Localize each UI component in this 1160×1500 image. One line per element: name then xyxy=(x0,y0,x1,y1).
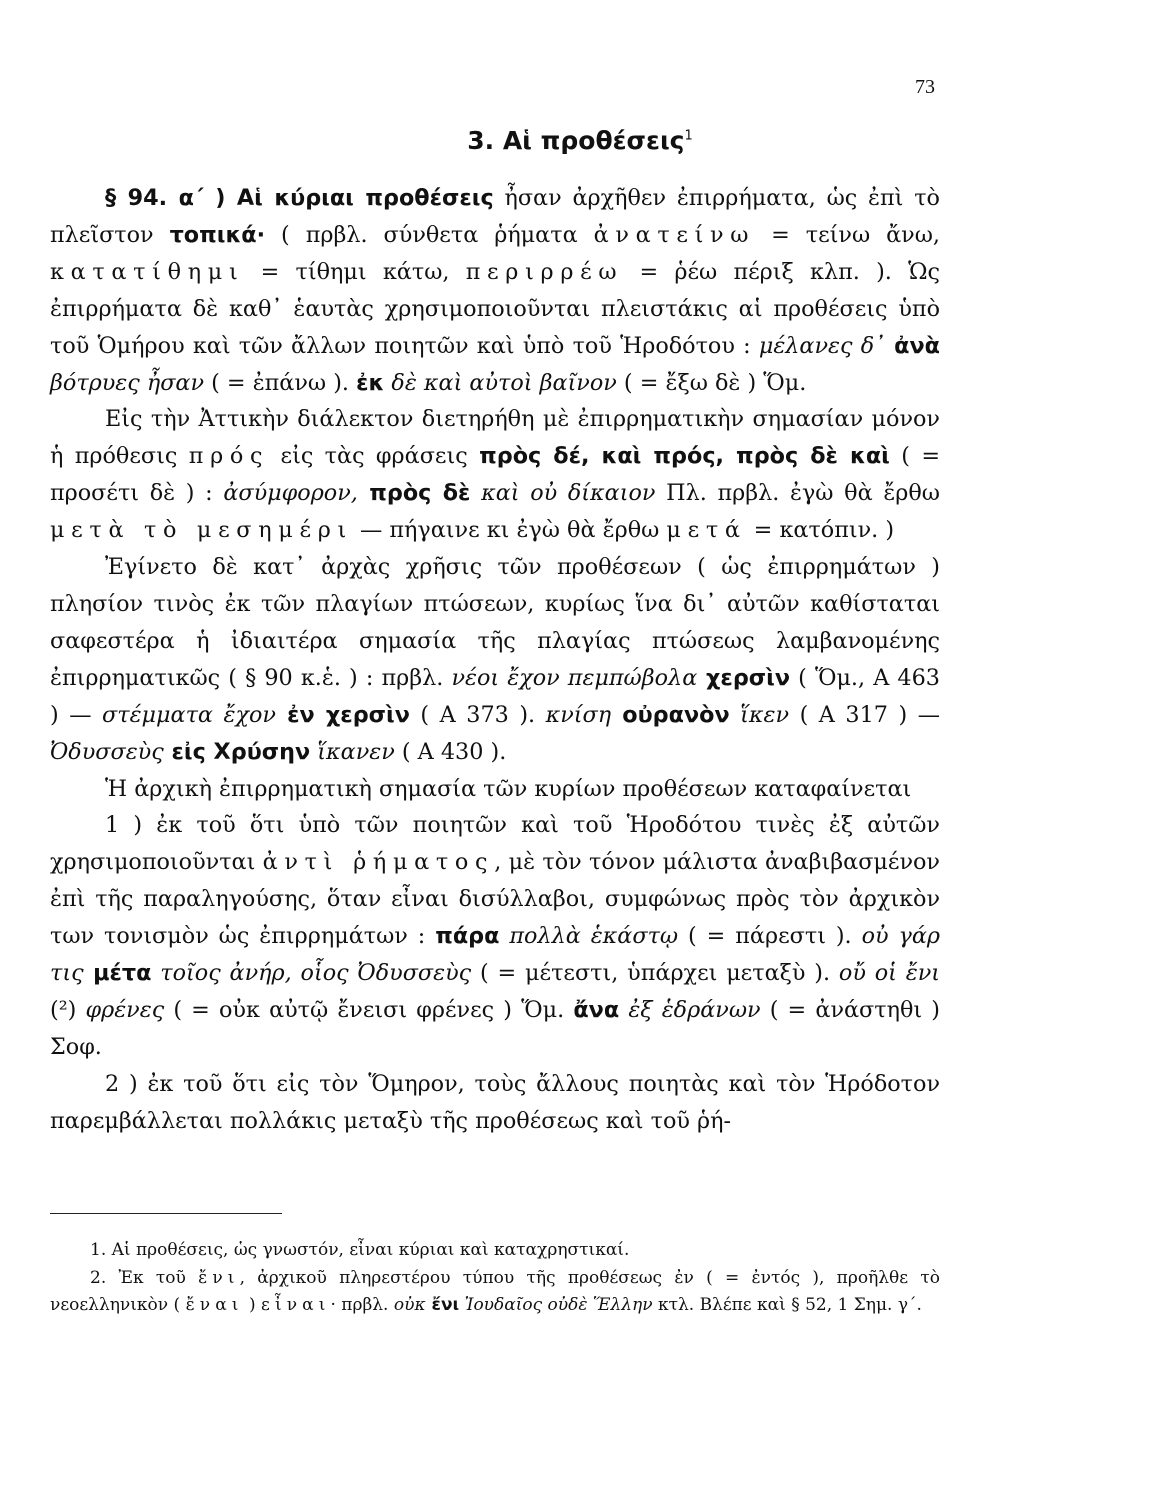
footnote-rule xyxy=(50,1213,282,1214)
paragraph-usage: Ἐγίνετο δὲ κατ᾽ ἀρχὰς χρῆσις τῶν προθέσεων ( ὡς ἐπιρρημάτων ) πλησίον τινὸς ἐκ τῶν πλαγίων πτώσεων, κυρίως ἵνα δι᾽ αὐτῶν καθίσταται σαφεστέρα ἡ ἰδιαιτέρα σημασία τῆς πλαγίας πτώσεως λαμβανομένης ἐπιρρηματικῶς ( § 90 κ.ἑ. ) : πρβλ. νέοι ἔχον πεμπώβολα χερσὶν ( Ὅμ., Α 463 ) — στέμματα ἔχον ἐν χερσὶν ( Α 373 ). κνίση οὐρανὸν ἵκεν ( Α 317 ) — Ὀδυσσεὺς εἰς Χρύσην ἵκανεν ( Α 430 ). xyxy=(50,554,940,765)
section-title xyxy=(0,126,1160,155)
paragraph-point-2: 2 ) ἐκ τοῦ ὅτι εἰς τὸν Ὅμηρον, τοὺς ἄλλους ποιητὰς καὶ τὸν Ἡρόδοτον παρεμβάλλεται πολλάκις μεταξὺ τῆς προθέσεως καὶ τοῦ ῥή- xyxy=(50,1070,940,1134)
footnote-ref: 1 xyxy=(684,128,693,144)
paragraph-94: § 94. α΄ ) Αἱ κύριαι προθέσεις ἦσαν ἀρχῆθεν ἐπιρρήματα, ὡς ἐπὶ τὸ πλεῖστον τοπικά· ( πρβλ. σύνθετα ῥήματα ἀνατείνω = τείνω ἄνω, κατατίθημι = τίθημι κάτω, περιρρέω = ῥέω πέριξ κλπ. ). Ὡς ἐπιρρήματα δὲ καθ᾽ ἑαυτὰς χρησιμοποιοῦνται πλειστάκις αἱ προθέσεις ὑπὸ τοῦ Ὁμήρου καὶ τῶν ἄλλων ποιητῶν καὶ ὑπὸ τοῦ Ἡροδότου : μέλανες δ᾽ ἀνὰ βότρυες ἦσαν ( = ἐπάνω ). ἐκ δὲ καὶ αὐτοὶ βαῖνον ( = ἔξω δὲ ) Ὅμ. xyxy=(50,185,940,396)
body-text xyxy=(50,180,940,1140)
section-number: 3. xyxy=(467,126,495,155)
page-number: 73 xyxy=(915,76,935,98)
section-title-text: Αἱ προθέσεις xyxy=(502,126,685,155)
footnotes xyxy=(50,1237,940,1320)
footnote-2: 2. Ἐκ τοῦ ἔνι, ἀρχικοῦ πληρεστέρου τύπου τῆς προθέσεως ἐν ( = ἐντός ), προῆλθε τὸ νεοελληνικὸν ( ἔναι ) εἶναι· πρβλ. οὐκ ἔνι Ἰουδαῖος οὐδὲ Ἕλλην κτλ. Βλέπε καὶ § 52, 1 Σημ. γ΄. xyxy=(50,1267,940,1315)
paragraph-point-1: 1 ) ἐκ τοῦ ὅτι ὑπὸ τῶν ποιητῶν καὶ τοῦ Ἡροδότου τινὲς ἐξ αὐτῶν χρησιμοποιοῦνται ἀντὶ ῥήματος, μὲ τὸν τόνον μάλιστα ἀναβιβασμένον ἐπὶ τῆς παραληγούσης, ὅταν εἶναι δισύλλαβοι, συμφώνως πρὸς τὸν ἀρχικὸν των τονισμὸν ὡς ἐπιρρημάτων : πάρα πολλὰ ἑκάστῳ ( = πάρεστι ). οὐ γάρ τις μέτα τοῖος ἀνήρ, οἷος Ὀδυσσεὺς ( = μέτεστι, ὑπάρχει μεταξὺ ). οὔ οἱ ἔνι (²) φρένες ( = οὐκ αὐτῷ ἔνεισι φρένες ) Ὅμ. ἄνα ἐξ ἑδράνων ( = ἀνάστηθι ) Σοφ. xyxy=(50,812,940,1060)
paragraph-intro: Ἡ ἀρχικὴ ἐπιρρηματικὴ σημασία τῶν κυρίων προθέσεων καταφαίνεται xyxy=(105,775,912,802)
footnote-1: 1. Αἱ προθέσεις, ὡς γνωστόν, εἶναι κύριαι καὶ καταχρηστικαί. xyxy=(90,1240,630,1260)
paragraph-attic: Εἰς τὴν Ἀττικὴν διάλεκτον διετηρήθη μὲ ἐπιρρηματικὴν σημασίαν μόνον ἡ πρόθεσις πρός εἰς τὰς φράσεις πρὸς δέ, καὶ πρός, πρὸς δὲ καὶ ( = προσέτι δὲ ) : ἀσύμφορον, πρὸς δὲ καὶ οὐ δίκαιον Πλ. πρβλ. ἐγὼ θὰ ἔρθω μετὰ τὸ μεσημέρι — πήγαινε κι ἐγὼ θὰ ἔρθω μετά = κατόπιν. ) xyxy=(50,406,940,544)
